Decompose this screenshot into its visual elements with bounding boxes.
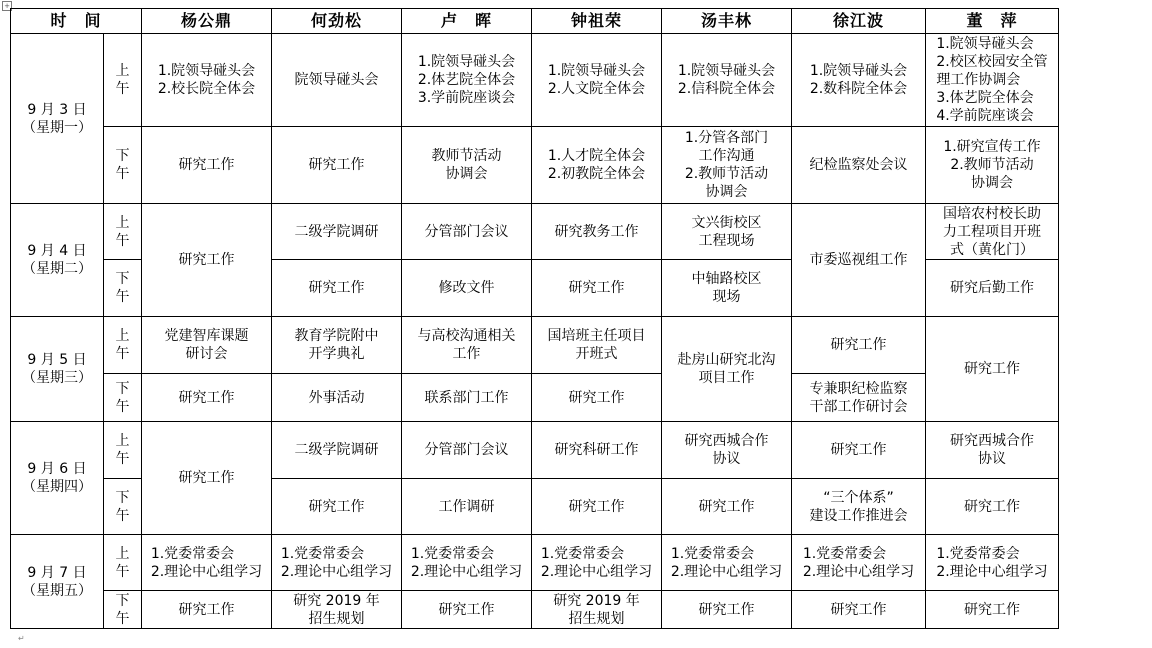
day-weekday: （星期一）: [22, 119, 92, 136]
cell-line: 外事活动: [308, 389, 365, 406]
cell-line: 协议: [978, 451, 1006, 467]
day-weekday: （星期三）: [22, 370, 92, 386]
cell-line: 研究工作: [178, 601, 235, 618]
schedule-cell[interactable]: [662, 317, 792, 422]
schedule-cell[interactable]: [662, 535, 792, 591]
cell-text: [295, 71, 379, 89]
schedule-cell[interactable]: [402, 535, 532, 591]
cell-text: [425, 389, 509, 407]
cell-text: [555, 441, 639, 459]
cell-line: 1.党委常委会: [670, 545, 755, 562]
cell-line: 研究工作: [438, 601, 495, 618]
cell-text: [569, 498, 625, 516]
period-pm: 下 午: [104, 374, 142, 422]
cell-line: 与高校沟通相关: [417, 328, 516, 344]
cell-text: [964, 498, 1020, 516]
table-row: [11, 422, 1059, 479]
schedule-cell[interactable]: [402, 260, 532, 317]
schedule-cell[interactable]: [926, 479, 1059, 535]
cell-line: 研究 2019 年: [293, 592, 380, 609]
schedule-cell[interactable]: [532, 317, 662, 374]
cell-text: [179, 601, 235, 619]
cell-text: [685, 129, 768, 201]
cell-line: 分管部门会议: [424, 223, 509, 240]
cell-text: [179, 389, 235, 407]
schedule-cell[interactable]: [926, 535, 1059, 591]
cell-line: 4.学前院座谈会: [936, 108, 1034, 124]
cell-line: 2.理论中心组学习: [936, 563, 1048, 580]
schedule-cell[interactable]: [142, 422, 272, 535]
schedule-cell[interactable]: [402, 204, 532, 260]
schedule-cell[interactable]: [662, 260, 792, 317]
cell-line: 2.校区校园安全管: [936, 54, 1048, 70]
schedule-cell[interactable]: [142, 204, 272, 317]
cell-text: [671, 545, 782, 581]
cell-line: 2.理论中心组学习: [540, 563, 653, 580]
cell-text: [309, 279, 365, 297]
cell-text: [425, 441, 509, 459]
schedule-cell[interactable]: [402, 422, 532, 479]
cell-text: [281, 545, 392, 581]
cell-text: [411, 545, 522, 581]
schedule-cell[interactable]: [402, 317, 532, 374]
schedule-cell[interactable]: [142, 317, 272, 374]
table-row: [11, 374, 1059, 422]
table-row: [11, 535, 1059, 591]
schedule-cell[interactable]: [142, 591, 272, 629]
schedule-cell[interactable]: [402, 591, 532, 629]
cell-line: 中轴路校区: [691, 271, 762, 287]
cell-text: [810, 380, 908, 416]
header-person: 汤丰林: [662, 9, 792, 34]
cell-line: 协调会: [970, 175, 1013, 191]
day-label: [11, 317, 104, 422]
cell-text: [831, 441, 887, 459]
cell-text: [309, 498, 365, 516]
cell-line: 联系部门工作: [424, 389, 509, 406]
cell-text: [678, 351, 776, 387]
cell-text: [439, 279, 495, 297]
cell-line: 国培班主任项目: [547, 328, 646, 344]
cell-text: [950, 432, 1034, 468]
cell-text: [699, 498, 755, 516]
cell-text: [803, 545, 914, 581]
cell-line: 工作沟通: [698, 148, 755, 164]
cell-text: [439, 601, 495, 619]
paragraph-mark-icon: ↵: [18, 634, 25, 643]
schedule-cell[interactable]: [532, 34, 662, 127]
cell-line: 1.党委常委会: [540, 545, 625, 562]
schedule-cell[interactable]: [272, 374, 402, 422]
header-row: [11, 9, 1059, 34]
period-pm: 下 午: [104, 260, 142, 317]
schedule-cell[interactable]: [926, 317, 1059, 422]
period-am: 上 午: [104, 422, 142, 479]
day-weekday: （星期四）: [22, 479, 92, 495]
cell-line: 2.人文院全体会: [547, 81, 646, 97]
schedule-cell[interactable]: [272, 535, 402, 591]
schedule-cell[interactable]: [792, 317, 926, 374]
cell-line: 2.教师节活动: [950, 157, 1034, 173]
schedule-cell[interactable]: [792, 422, 926, 479]
schedule-cell[interactable]: [792, 34, 926, 127]
cell-line: 协调会: [705, 184, 748, 200]
schedule-cell[interactable]: [272, 204, 402, 260]
cell-text: [692, 270, 762, 306]
cell-line: 研究科研工作: [554, 442, 639, 458]
schedule-cell[interactable]: [402, 479, 532, 535]
schedule-cell[interactable]: [792, 535, 926, 591]
cell-text: [439, 498, 495, 516]
cell-line: 项目工作: [698, 370, 755, 386]
schedule-cell[interactable]: [532, 127, 662, 204]
cell-line: 力工程项目开班: [943, 223, 1041, 240]
cell-line: 教育学院附中: [294, 328, 379, 344]
cell-line: 研究 2019 年: [553, 592, 640, 609]
period-am: 上 午: [104, 204, 142, 260]
schedule-cell[interactable]: [792, 127, 926, 204]
schedule-cell[interactable]: [792, 374, 926, 422]
day-date: 9 月 4 日: [27, 243, 87, 259]
cell-text: [555, 223, 639, 241]
table-row: [11, 317, 1059, 374]
header-person: 杨公鼎: [142, 9, 272, 34]
cell-line: 研究工作: [178, 389, 235, 406]
cell-text: [964, 601, 1020, 619]
schedule-cell[interactable]: [142, 127, 272, 204]
cell-line: 干部工作研讨会: [809, 398, 908, 415]
table-row: [11, 34, 1059, 127]
schedule-cell[interactable]: [532, 260, 662, 317]
schedule-cell[interactable]: [272, 34, 402, 127]
cell-line: 研究工作: [568, 280, 625, 296]
day-label: [11, 422, 104, 535]
cell-line: 研究西城合作: [684, 433, 769, 449]
cell-line: 1.院领导碰头会: [936, 36, 1034, 52]
cell-line: 1.分管各部门: [684, 130, 769, 146]
cell-line: 2.体艺院全体会: [417, 72, 516, 88]
cell-text: [831, 601, 887, 619]
schedule-cell[interactable]: [662, 204, 792, 260]
cell-text: [541, 545, 652, 581]
schedule-cell[interactable]: [926, 34, 1059, 127]
schedule-cell[interactable]: [142, 535, 272, 591]
cell-text: [699, 601, 755, 619]
schedule-cell[interactable]: [662, 479, 792, 535]
schedule-cell[interactable]: [272, 127, 402, 204]
cell-line: 党建智库课题: [164, 328, 249, 344]
cell-line: 3.体艺院全体会: [936, 90, 1034, 106]
period-am: 上 午: [104, 34, 142, 127]
schedule-cell[interactable]: [402, 374, 532, 422]
cell-line: 2.教师节活动: [684, 166, 769, 182]
cell-line: 研究工作: [178, 157, 235, 173]
day-date: 9 月 3 日: [27, 101, 87, 118]
schedule-cell[interactable]: [926, 591, 1059, 629]
header-person: 董 萍: [926, 9, 1059, 34]
period-pm: 下 午: [104, 479, 142, 535]
cell-text: [692, 214, 762, 250]
cell-line: 市委巡视组工作: [809, 252, 908, 268]
cell-text: [810, 489, 908, 525]
cell-line: 研究工作: [568, 389, 625, 406]
cell-line: 2.校长院全体会: [157, 81, 256, 97]
schedule-cell[interactable]: [272, 479, 402, 535]
cell-text: [943, 138, 1040, 192]
cell-line: “三个体系”: [823, 489, 894, 506]
cell-line: 1.院领导碰头会: [809, 63, 908, 79]
schedule-cell[interactable]: [926, 260, 1059, 317]
header-person: 何劲松: [272, 9, 402, 34]
cell-line: 1.党委常委会: [150, 545, 235, 562]
schedule-cell[interactable]: [792, 204, 926, 317]
schedule-cell[interactable]: [662, 127, 792, 204]
schedule-cell[interactable]: [532, 535, 662, 591]
cell-text: [418, 53, 515, 107]
day-weekday: （星期二）: [22, 261, 92, 277]
cell-text: [936, 35, 1047, 125]
cell-line: 2.理论中心组学习: [410, 563, 523, 580]
schedule-cell[interactable]: [532, 204, 662, 260]
cell-text: [810, 251, 908, 269]
cell-line: 二级学院调研: [294, 223, 379, 240]
cell-line: 研究工作: [964, 498, 1020, 515]
header-person: 卢 晖: [402, 9, 532, 34]
cell-line: 2.数科院全体会: [809, 81, 908, 97]
cell-text: [678, 62, 775, 98]
day-date: 9 月 5 日: [27, 352, 87, 368]
header-time: 时 间: [11, 9, 142, 34]
schedule-cell[interactable]: [142, 374, 272, 422]
cell-line: 研究工作: [830, 337, 887, 353]
cell-line: 院领导碰头会: [294, 72, 379, 88]
cell-line: 研究后勤工作: [950, 280, 1034, 296]
cell-line: 2.理论中心组学习: [802, 563, 915, 580]
cell-text: [548, 327, 646, 363]
cell-line: 招生规划: [568, 610, 625, 627]
cell-line: 建设工作推进会: [809, 507, 908, 524]
cell-text: [295, 327, 379, 363]
weekly-schedule-table: [10, 8, 1059, 629]
header-person: 徐江波: [792, 9, 926, 34]
cell-line: 1.院领导碰头会: [157, 63, 256, 79]
day-date: 9 月 6 日: [27, 461, 87, 477]
schedule-cell[interactable]: [532, 479, 662, 535]
cell-text: [295, 441, 379, 459]
cell-line: 研究西城合作: [950, 433, 1034, 449]
cell-line: 二级学院调研: [294, 442, 379, 458]
cell-line: 开班式: [575, 346, 618, 362]
schedule-cell[interactable]: [142, 34, 272, 127]
cell-line: 研究工作: [830, 442, 887, 458]
cell-text: [548, 147, 645, 183]
cell-line: 2.理论中心组学习: [280, 563, 393, 580]
cell-line: 理工作协调会: [936, 72, 1021, 88]
cell-text: [432, 147, 502, 183]
cell-line: 2.理论中心组学习: [670, 563, 783, 580]
cell-line: 赴房山研究北沟: [677, 352, 776, 368]
cell-line: 1.党委常委会: [410, 545, 495, 562]
day-label: [11, 34, 104, 204]
cell-text: [569, 279, 625, 297]
cell-text: [179, 251, 235, 269]
day-date: 9 月 7 日: [27, 564, 87, 581]
cell-text: [950, 279, 1034, 297]
cell-line: 式（黄化门）: [950, 241, 1034, 258]
cell-text: [936, 545, 1047, 581]
cell-text: [158, 62, 255, 98]
cell-line: 研究工作: [178, 252, 235, 268]
cell-line: 研究工作: [308, 498, 365, 515]
cell-text: [685, 432, 769, 468]
cell-line: 工程现场: [698, 232, 755, 249]
cell-line: 1.党委常委会: [802, 545, 887, 562]
period-pm: 下 午: [104, 127, 142, 204]
table-move-handle-icon[interactable]: +: [2, 1, 12, 11]
schedule-cell[interactable]: [532, 422, 662, 479]
cell-line: 研究工作: [178, 470, 235, 486]
cell-text: [309, 389, 365, 407]
cell-line: 协调会: [445, 166, 488, 182]
schedule-cell[interactable]: [532, 374, 662, 422]
day-label: [11, 535, 104, 629]
cell-text: [943, 205, 1041, 259]
schedule-cell[interactable]: [662, 591, 792, 629]
schedule-cell[interactable]: [402, 34, 532, 127]
schedule-cell[interactable]: [792, 479, 926, 535]
cell-line: 1.院领导碰头会: [677, 63, 776, 79]
cell-text: [810, 62, 907, 98]
cell-line: 文兴街校区: [691, 214, 762, 231]
cell-line: 招生规划: [308, 610, 365, 627]
cell-text: [553, 592, 640, 628]
cell-line: 开学典礼: [308, 346, 365, 362]
cell-line: 1.院领导碰头会: [547, 63, 646, 79]
cell-text: [418, 327, 516, 363]
table-row: [11, 127, 1059, 204]
cell-line: 1.党委常委会: [936, 545, 1020, 562]
schedule-cell[interactable]: [532, 591, 662, 629]
cell-text: [425, 223, 509, 241]
cell-line: 现场: [712, 289, 741, 305]
cell-line: 研究工作: [964, 361, 1020, 377]
cell-text: [295, 223, 379, 241]
cell-text: [165, 327, 249, 363]
cell-line: 修改文件: [438, 280, 495, 296]
schedule-cell[interactable]: [272, 422, 402, 479]
day-weekday: （星期五）: [22, 582, 92, 599]
cell-line: 研究工作: [308, 157, 365, 173]
period-am: 上 午: [104, 317, 142, 374]
schedule-cell[interactable]: [272, 317, 402, 374]
period-pm: 下 午: [104, 591, 142, 629]
cell-text: [293, 592, 380, 628]
cell-line: 研究工作: [568, 498, 625, 515]
cell-line: 工作调研: [438, 498, 495, 515]
period-am: 上 午: [104, 535, 142, 591]
cell-line: 研究工作: [830, 601, 887, 618]
cell-line: 2.初教院全体会: [547, 166, 646, 182]
schedule-cell[interactable]: [402, 127, 532, 204]
cell-text: [548, 62, 645, 98]
cell-line: 1.党委常委会: [280, 545, 365, 562]
cell-text: [179, 469, 235, 487]
day-label: [11, 204, 104, 317]
cell-text: [810, 156, 908, 174]
cell-line: 国培农村校长助: [943, 205, 1041, 222]
cell-line: 研究工作: [698, 601, 755, 618]
cell-text: [831, 336, 887, 354]
cell-text: [309, 156, 365, 174]
cell-text: [179, 156, 235, 174]
cell-line: 教师节活动: [431, 148, 502, 164]
table-row: [11, 591, 1059, 629]
schedule-cell[interactable]: [926, 127, 1059, 204]
cell-line: 协议: [712, 451, 741, 467]
schedule-cell[interactable]: [926, 204, 1059, 260]
table-row: [11, 204, 1059, 260]
cell-line: 研究工作: [698, 498, 755, 515]
cell-line: 1.研究宣传工作: [943, 139, 1041, 155]
header-person: 钟祖荣: [532, 9, 662, 34]
cell-line: 研讨会: [185, 346, 228, 362]
schedule-cell[interactable]: [662, 34, 792, 127]
schedule-cell[interactable]: [272, 260, 402, 317]
cell-line: 工作: [452, 346, 481, 362]
cell-line: 1.院领导碰头会: [417, 54, 516, 70]
cell-text: [964, 360, 1020, 378]
cell-line: 分管部门会议: [424, 442, 509, 458]
cell-line: 研究工作: [964, 601, 1020, 618]
cell-line: 研究工作: [308, 280, 365, 296]
cell-line: 3.学前院座谈会: [417, 90, 516, 106]
cell-line: 纪检监察处会议: [809, 157, 908, 173]
cell-line: 2.理论中心组学习: [150, 563, 263, 580]
schedule-cell[interactable]: [926, 422, 1059, 479]
schedule-cell[interactable]: [792, 591, 926, 629]
cell-text: [569, 389, 625, 407]
cell-text: [151, 545, 262, 581]
cell-line: 专兼职纪检监察: [809, 380, 908, 397]
cell-line: 研究教务工作: [554, 223, 639, 240]
cell-line: 2.信科院全体会: [677, 81, 776, 97]
cell-line: 1.人才院全体会: [547, 148, 646, 164]
schedule-cell[interactable]: [662, 422, 792, 479]
schedule-cell[interactable]: [272, 591, 402, 629]
